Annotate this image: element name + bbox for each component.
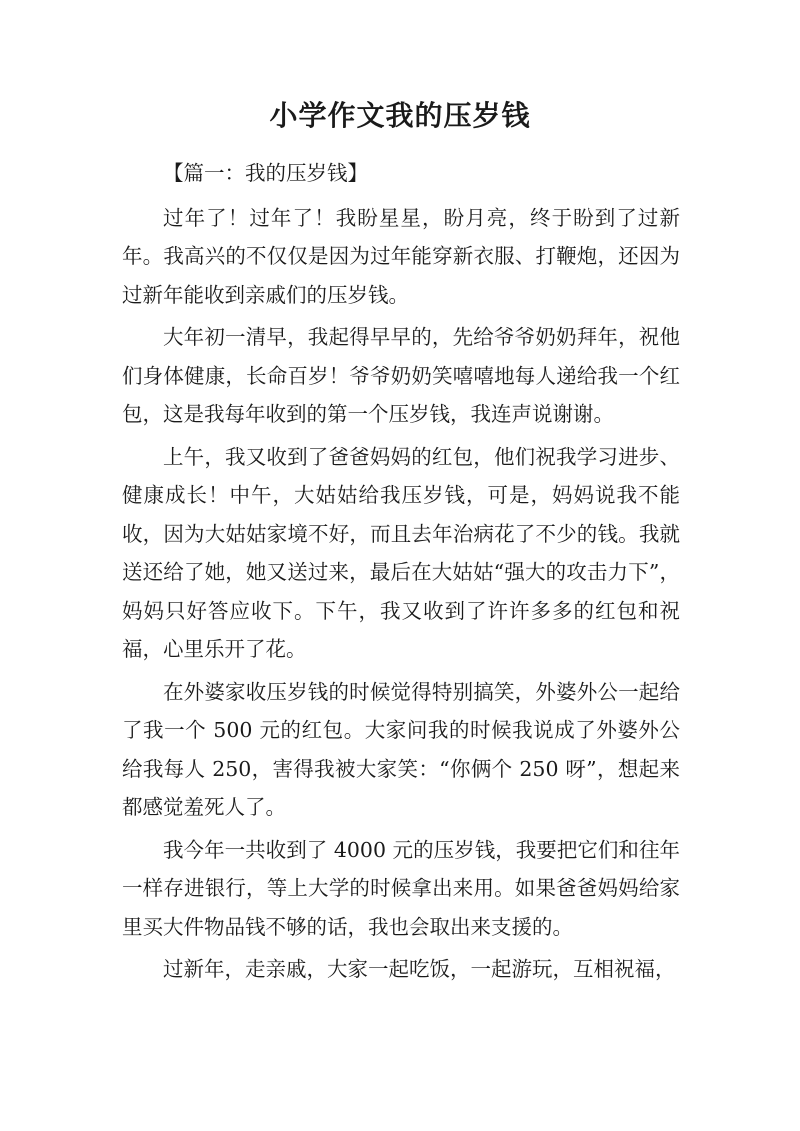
paragraph-3: 上午，我又收到了爸爸妈妈的红包，他们祝我学习进步、健康成长！中午，大姑姑给我压岁钱，可是，妈妈说我不能收，因为大姑姑家境不好，而且去年治病花了不少的钱。我就送还给了她，她又送过来，最后在大姑姑“强大的攻击力下”，妈妈只好答应收下。下午，我又收到了许许多多的红包和祝福，心里乐开了花。 <box>122 444 680 661</box>
paragraph-5: 我今年一共收到了 4000 元的压岁钱，我要把它们和往年一样存进银行，等上大学的时候拿出来用。如果爸爸妈妈给家里买大件物品钱不够的话，我也会取出来支援的。 <box>122 837 680 939</box>
paragraph-6: 过新年，走亲戚，大家一起吃饭，一起游玩，互相祝福， <box>163 957 676 981</box>
paragraph-4: 在外婆家收压岁钱的时候觉得特别搞笑，外婆外公一起给了我一个 500 元的红包。大家问我的时候我说成了外婆外公给我每人 250，害得我被大家笑：“你俩个 250 呀”，想起来都感觉羞死人了。 <box>122 679 680 819</box>
document-title: 小学作文我的压岁钱 <box>269 99 531 132</box>
paragraph-2: 大年初一清早，我起得早早的，先给爷爷奶奶拜年，祝他们身体健康，长命百岁！爷爷奶奶笑嘻嘻地每人递给我一个红包，这是我每年收到的第一个压岁钱，我连声说谢谢。 <box>122 325 680 426</box>
document-body <box>122 154 680 993</box>
paragraph-1: 过年了！过年了！我盼星星，盼月亮，终于盼到了过新年。我高兴的不仅仅是因为过年能穿新衣服、打鞭炮，还因为过新年能收到亲戚们的压岁钱。 <box>122 205 680 307</box>
section-heading: 【篇一：我的压岁钱】 <box>163 161 368 185</box>
